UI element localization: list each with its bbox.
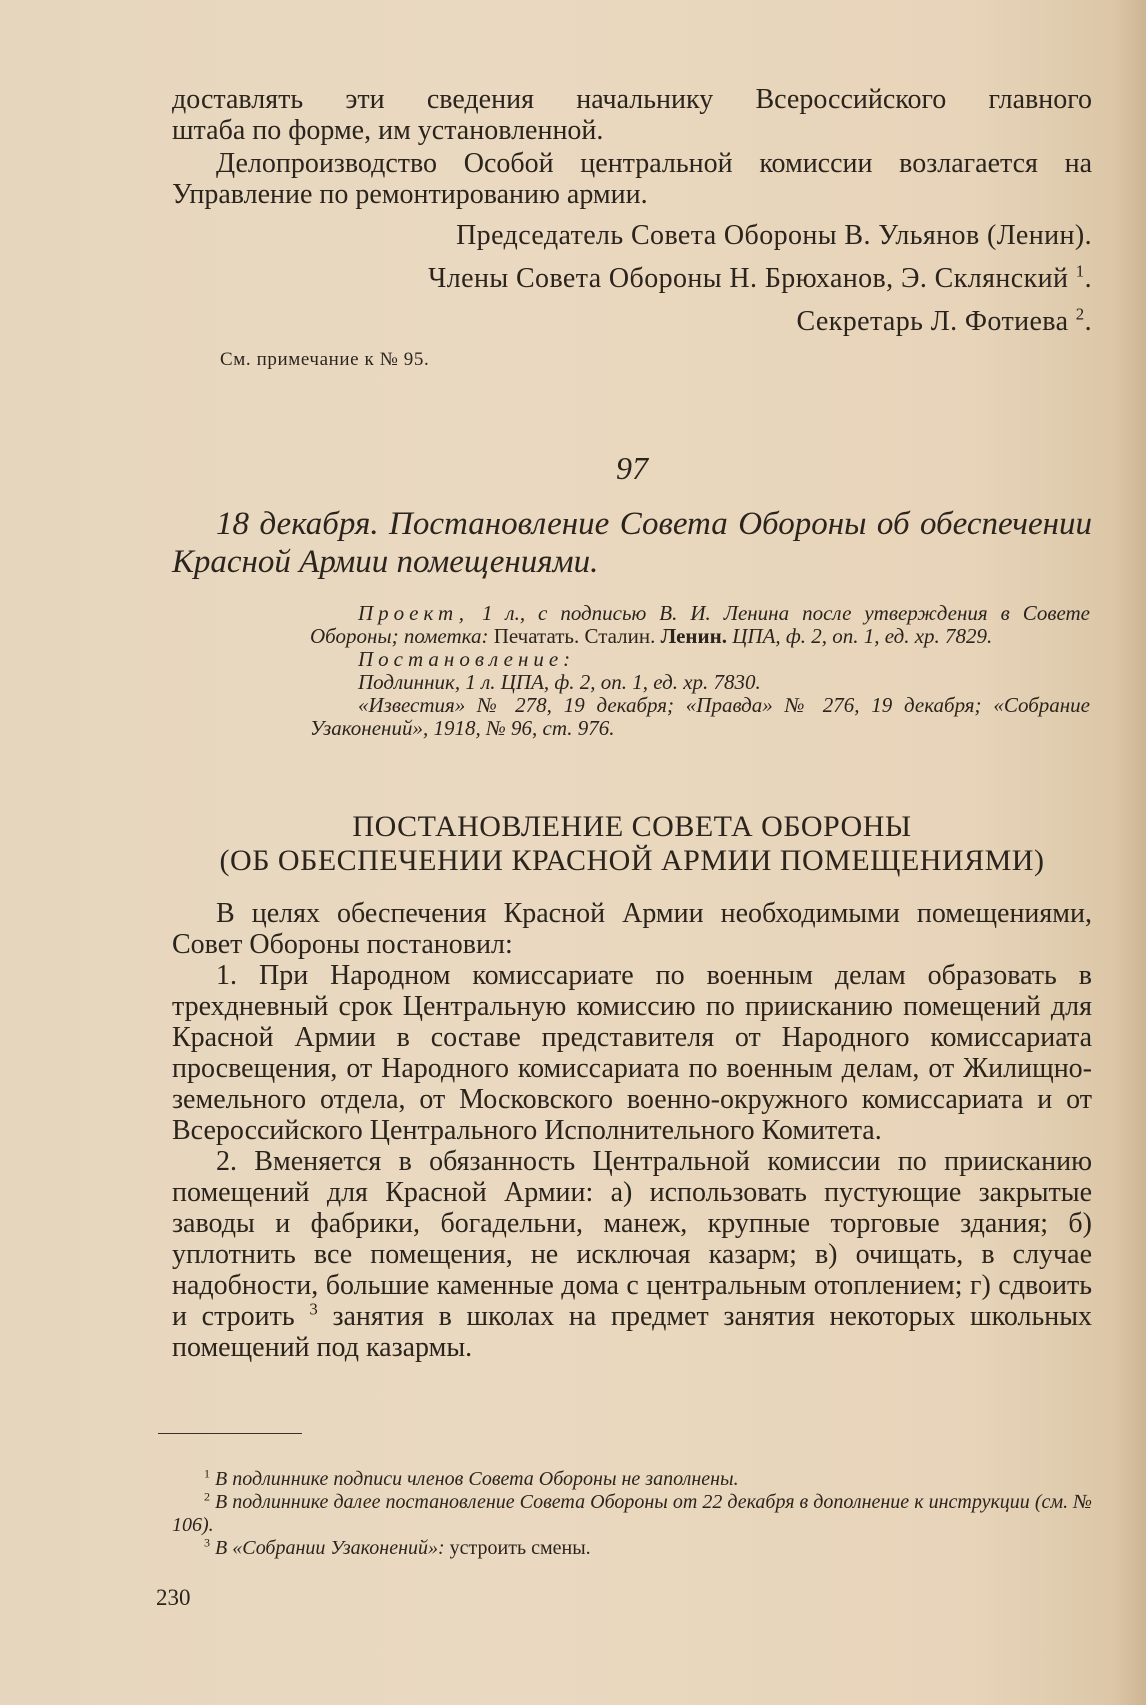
heading-line-2: (ОБ ОБЕСПЕЧЕНИИ КРАСНОЙ АРМИИ ПОМЕЩЕНИЯМИ) — [219, 844, 1045, 877]
footnote-3: $^3$ В «Собрании Узаконений»: устроить смены. — [204, 1535, 591, 1559]
source-resolution: Подлинник, 1 л. ЦПА, ф. 2, оп. 1, ед. хр. 7830. — [358, 670, 761, 694]
footnote-1-text: В подлиннике подписи членов Совета Обороны не заполнены. — [215, 1468, 739, 1490]
page-number: 230 — [156, 1585, 191, 1610]
footnote-1: $^1$ В подлиннике подписи членов Совета Обороны не заполнены. — [204, 1466, 739, 1490]
see-note: См. примечание к № 95. — [220, 349, 430, 370]
footnotes-block — [172, 1468, 1092, 1560]
continuation-line-1: доставлять эти сведения начальнику Всероссийского главного — [172, 84, 1092, 115]
footnote-divider — [158, 1433, 302, 1434]
signature-secretary-text: Секретарь Л. Фотиева — [796, 306, 1069, 337]
document-title: 18 декабря. Постановление Совета Обороны об обеспечении Красной Армии помещениями. — [172, 506, 1092, 580]
signature-chairman: Председатель Совета Обороны В. Ульянов (Ленин). — [456, 220, 1092, 251]
source-draft-label: Проект, — [358, 601, 469, 625]
source-publications: «Известия» № 278, 19 декабря; «Правда» № 276, 19 декабря; «Собрание Узаконений», 1918, № 96, ст. 976. — [310, 693, 1090, 740]
source-draft-text-b: ЦПА, ф. 2, оп. 1, ед. хр. 7829. — [732, 624, 993, 648]
source-draft-lenin: Ленин. — [660, 624, 727, 648]
source-draft — [310, 602, 1090, 648]
footnote-ref-1: 1 — [1075, 261, 1085, 281]
signature-members-text: Члены Совета Обороны Н. Брюханов, Э. Склянский — [428, 263, 1069, 294]
document-header — [172, 450, 1092, 487]
signatures-block — [172, 220, 1092, 371]
resolution-body — [172, 898, 1092, 1363]
item-2 — [172, 1146, 1092, 1363]
footnote-3-text-a: В «Собрании Узаконений»: — [215, 1537, 445, 1559]
intro-paragraph: В целях обеспечения Красной Армии необходимыми помещениями, Совет Обороны постановил: — [172, 898, 1092, 960]
resolution-heading — [172, 810, 1092, 878]
signature-secretary: Секретарь Л. Фотиева $^2$. — [796, 304, 1092, 337]
continuation-line-2: штаба по форме, им установленной. — [172, 115, 604, 146]
document-title-block — [172, 505, 1092, 581]
item-2-text-b: занятия в школах на предмет занятия некоторых школьных помещений под казармы. — [172, 1301, 1093, 1363]
paragraph-records: Делопроизводство Особой центральной комиссии возлагается на Управление по ремонтированию армии. — [172, 148, 1092, 210]
continuation-block — [172, 84, 1092, 210]
footnote-3-text-b: устроить смены. — [449, 1537, 591, 1559]
source-draft-note: Печатать. Сталин. — [493, 624, 656, 648]
heading-line-1: ПОСТАНОВЛЕНИЕ СОВЕТА ОБОРОНЫ — [352, 810, 912, 843]
item-1: 1. При Народном комиссариате по военным делам образовать в трехдневный срок Центральную комиссию по приисканию помещений для Красной Армии в составе представителя от Народного комиссариата просвещения, от Народного комиссариата по военным делам, от Жилищно-земельного отдела, от Московского военно-окружного комиссариата и от Всероссийского Центрального Исполнительного Комитета. — [172, 960, 1092, 1146]
sources-block — [310, 602, 1090, 740]
footnote-2-text: В подлиннике далее постановление Совета Обороны от 22 декабря в дополнение к инструкции (см. № 106). — [172, 1491, 1092, 1536]
source-resolution-label: Постановление: — [358, 647, 576, 671]
footnote-ref-3: 3 — [309, 1299, 318, 1319]
signature-members: Члены Совета Обороны Н. Брюханов, Э. Склянский $^1$. — [428, 261, 1092, 294]
source-draft-text-a: 1 л., с подписью В. И. Ленина после утверждения в Совете Обороны; пометка: — [310, 601, 1090, 648]
footnote-ref-2: 2 — [1075, 304, 1085, 324]
document-number: 97 — [616, 450, 648, 486]
footnote-2: $^2$ В подлиннике далее постановление Совета Обороны от 22 декабря в дополнение к инструкции (см. № 106). — [172, 1489, 1092, 1536]
item-2-text-a: 2. Вменяется в обязанность Центральной комиссии по приисканию помещений для Красной Армии: а) использовать пустующие закрытые заводы и фабрики, богадельни, манеж, крупные торговые здания; б) уплотнить все помещения, не исключая казарм; в) очищать, в случае надобности, большие каменные дома с центральным отоплением; г) сдвоить и строить — [172, 1146, 1092, 1332]
